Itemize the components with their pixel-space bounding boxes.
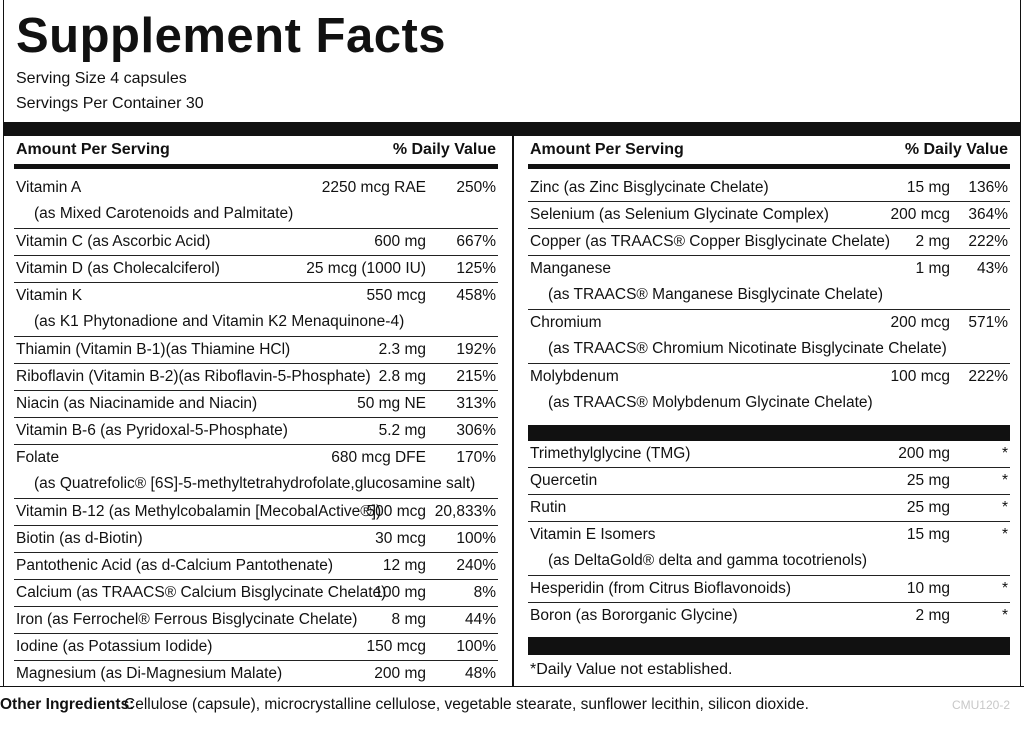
- nutrient-daily-value: *: [1001, 499, 1008, 516]
- nutrient-amount: 50 mg NE: [357, 395, 426, 412]
- nutrient-row: [14, 499, 498, 526]
- nutrient-name: Vitamin C (as Ascorbic Acid): [16, 233, 211, 250]
- nutrient-amount: 680 mcg DFE: [331, 449, 426, 466]
- other-ingredients-text: Cellulose (capsule), microcrystalline cellulose, vegetable stearate, sunflower lecithin, silicon dioxide.: [124, 696, 809, 713]
- nutrient-daily-value: *: [1001, 526, 1008, 543]
- panel-title: Supplement Facts: [16, 9, 447, 63]
- nutrient-daily-value: 458%: [456, 287, 496, 304]
- nutrient-name: Magnesium (as Di-Magnesium Malate): [16, 665, 283, 682]
- nutrient-daily-value: 222%: [968, 233, 1008, 250]
- nutrient-name: Pantothenic Acid (as d-Calcium Pantothenate): [16, 557, 334, 574]
- nutrient-amount: 200 mcg: [890, 314, 950, 331]
- nutrient-amount: 8 mg: [391, 611, 426, 628]
- nutrient-daily-value: 170%: [456, 449, 496, 466]
- nutrient-row: [14, 580, 498, 607]
- nutrient-row: [528, 522, 1010, 576]
- nutrient-row: [14, 445, 498, 499]
- nutrient-daily-value: 306%: [456, 422, 496, 439]
- bottom-divider-bar: [528, 637, 1010, 655]
- left-nutrient-list: [14, 175, 498, 687]
- other-ingredient-list: [528, 441, 1010, 629]
- nutrient-row: [14, 283, 498, 337]
- nutrient-daily-value: 100%: [456, 530, 496, 547]
- left-column-header: [14, 136, 498, 169]
- nutrient-row: [14, 607, 498, 634]
- nutrient-amount: 100 mg: [374, 584, 426, 601]
- nutrient-daily-value: 44%: [464, 611, 496, 628]
- nutrient-row: [528, 229, 1010, 256]
- nutrient-source: (as DeltaGold® delta and gamma tocotrienols): [548, 552, 867, 569]
- nutrient-daily-value: 313%: [456, 395, 496, 412]
- nutrient-name: Boron (as Bororganic Glycine): [530, 607, 738, 624]
- nutrient-daily-value: 364%: [968, 206, 1008, 223]
- nutrient-name: Vitamin A: [16, 179, 82, 196]
- other-ingredients-section: [0, 686, 1024, 726]
- amount-per-serving-heading: Amount Per Serving: [530, 141, 684, 158]
- nutrient-name: Folate: [16, 449, 60, 466]
- nutrient-name: Chromium: [530, 314, 602, 331]
- nutrient-name: Iron (as Ferrochel® Ferrous Bisglycinate Chelate): [16, 611, 358, 628]
- nutrient-name: Manganese: [530, 260, 612, 277]
- nutrient-source: (as TRAACS® Chromium Nicotinate Bisglycinate Chelate): [548, 340, 947, 357]
- nutrient-name: Hesperidin (from Citrus Bioflavonoids): [530, 580, 792, 597]
- amount-per-serving-heading: Amount Per Serving: [16, 141, 170, 158]
- nutrient-daily-value: 240%: [456, 557, 496, 574]
- nutrient-daily-value: 571%: [968, 314, 1008, 331]
- nutrient-row: [14, 418, 498, 445]
- nutrient-row: [14, 553, 498, 580]
- nutrient-row: [528, 441, 1010, 468]
- nutrient-row: [528, 202, 1010, 229]
- nutrient-amount: 200 mg: [374, 665, 426, 682]
- nutrient-amount: 25 mg: [906, 499, 950, 516]
- nutrient-amount: 25 mg: [906, 472, 950, 489]
- nutrient-row: [14, 175, 498, 229]
- nutrient-name: Molybdenum: [530, 368, 619, 385]
- nutrient-row: [14, 661, 498, 687]
- nutrient-name: Biotin (as d-Biotin): [16, 530, 143, 547]
- daily-value-footnote: *Daily Value not established.: [530, 661, 733, 678]
- nutrient-name: Rutin: [530, 499, 567, 516]
- nutrient-amount: 10 mg: [906, 580, 950, 597]
- nutrient-daily-value: 222%: [968, 368, 1008, 385]
- nutrient-name: Riboflavin (Vitamin B-2)(as Riboflavin-5-Phosphate): [16, 368, 371, 385]
- nutrient-row: [528, 310, 1010, 364]
- nutrient-daily-value: *: [1001, 580, 1008, 597]
- nutrient-amount: 12 mg: [382, 557, 426, 574]
- nutrient-amount: 2.8 mg: [378, 368, 426, 385]
- nutrient-amount: 15 mg: [906, 179, 950, 196]
- nutrient-daily-value: 136%: [968, 179, 1008, 196]
- nutrient-name: Thiamin (Vitamin B-1)(as Thiamine HCl): [16, 341, 291, 358]
- nutrient-row: [14, 229, 498, 256]
- nutrient-name: Vitamin E Isomers: [530, 526, 656, 543]
- nutrient-daily-value: 215%: [456, 368, 496, 385]
- nutrient-row: [528, 175, 1010, 202]
- nutrient-source: (as TRAACS® Manganese Bisglycinate Chelate): [548, 286, 884, 303]
- nutrient-source: (as TRAACS® Molybdenum Glycinate Chelate): [548, 394, 873, 411]
- nutrient-name: Vitamin B-12 (as Methylcobalamin [MecobalActive®]): [16, 503, 382, 520]
- nutrient-daily-value: 8%: [473, 584, 496, 601]
- nutrient-amount: 30 mcg: [375, 530, 426, 547]
- other-ingredients-label: Other Ingredients:: [0, 696, 135, 713]
- nutrient-daily-value: *: [1001, 472, 1008, 489]
- nutrient-daily-value: 20,833%: [434, 503, 496, 520]
- nutrient-daily-value: *: [1001, 445, 1008, 462]
- nutrient-name: Vitamin B-6 (as Pyridoxal-5-Phosphate): [16, 422, 288, 439]
- nutrient-amount: 200 mcg: [890, 206, 950, 223]
- nutrient-amount: 5.2 mg: [378, 422, 426, 439]
- nutrient-name: Zinc (as Zinc Bisglycinate Chelate): [530, 179, 769, 196]
- nutrient-row: [528, 576, 1010, 603]
- nutrient-amount: 200 mg: [898, 445, 950, 462]
- nutrient-row: [14, 337, 498, 364]
- nutrient-row: [528, 364, 1010, 417]
- nutrient-source: (as Mixed Carotenoids and Palmitate): [34, 205, 294, 222]
- serving-size: Serving Size 4 capsules: [16, 70, 187, 87]
- nutrient-daily-value: 43%: [976, 260, 1008, 277]
- nutrient-amount: 550 mcg: [366, 287, 426, 304]
- nutrient-row: [528, 495, 1010, 522]
- section-divider-bar: [528, 425, 1010, 441]
- nutrient-amount: 2.3 mg: [378, 341, 426, 358]
- product-code: CMU120-2: [951, 698, 1010, 712]
- nutrient-name: Iodine (as Potassium Iodide): [16, 638, 213, 655]
- nutrient-daily-value: 250%: [456, 179, 496, 196]
- nutrient-name: Selenium (as Selenium Glycinate Complex): [530, 206, 829, 223]
- nutrient-row: [528, 603, 1010, 629]
- column-divider: [512, 136, 514, 686]
- nutrient-row: [14, 256, 498, 283]
- right-column-header: [528, 136, 1010, 169]
- nutrient-source: (as K1 Phytonadione and Vitamin K2 Menaquinone-4): [34, 313, 405, 330]
- nutrient-name: Quercetin: [530, 472, 598, 489]
- nutrient-row: [14, 391, 498, 418]
- nutrient-amount: 100 mcg: [890, 368, 950, 385]
- daily-value-heading: % Daily Value: [392, 141, 496, 158]
- nutrient-row: [14, 364, 498, 391]
- top-thick-bar: [3, 122, 1021, 136]
- nutrient-name: Niacin (as Niacinamide and Niacin): [16, 395, 258, 412]
- nutrient-daily-value: 100%: [456, 638, 496, 655]
- nutrient-amount: 15 mg: [906, 526, 950, 543]
- nutrient-name: Vitamin D (as Cholecalciferol): [16, 260, 220, 277]
- nutrient-source: (as Quatrefolic® [6S]-5-methyltetrahydrofolate,glucosamine salt): [34, 475, 476, 492]
- nutrient-amount: 500 mcg: [366, 503, 426, 520]
- nutrient-name: Calcium (as TRAACS® Calcium Bisglycinate Chelate): [16, 584, 387, 601]
- nutrient-daily-value: 667%: [456, 233, 496, 250]
- left-column: [14, 136, 498, 687]
- nutrient-daily-value: 125%: [456, 260, 496, 277]
- nutrient-daily-value: 48%: [464, 665, 496, 682]
- nutrient-daily-value: 192%: [456, 341, 496, 358]
- nutrient-daily-value: *: [1001, 607, 1008, 624]
- nutrient-amount: 2 mg: [915, 607, 950, 624]
- nutrient-name: Copper (as TRAACS® Copper Bisglycinate Chelate): [530, 233, 891, 250]
- nutrient-amount: 25 mcg (1000 IU): [306, 260, 426, 277]
- nutrient-row: [14, 526, 498, 553]
- nutrient-name: Vitamin K: [16, 287, 83, 304]
- nutrient-row: [528, 468, 1010, 495]
- daily-value-heading: % Daily Value: [904, 141, 1008, 158]
- nutrient-row: [14, 634, 498, 661]
- right-column: [528, 136, 1010, 679]
- nutrient-amount: 150 mcg: [366, 638, 426, 655]
- nutrient-name: Trimethylglycine (TMG): [530, 445, 691, 462]
- right-nutrient-list: [528, 175, 1010, 417]
- servings-per-container: Servings Per Container 30: [16, 95, 204, 112]
- nutrient-amount: 600 mg: [374, 233, 426, 250]
- nutrient-amount: 2250 mcg RAE: [321, 179, 426, 196]
- nutrient-amount: 1 mg: [915, 260, 950, 277]
- nutrient-row: [528, 256, 1010, 310]
- nutrient-amount: 2 mg: [915, 233, 950, 250]
